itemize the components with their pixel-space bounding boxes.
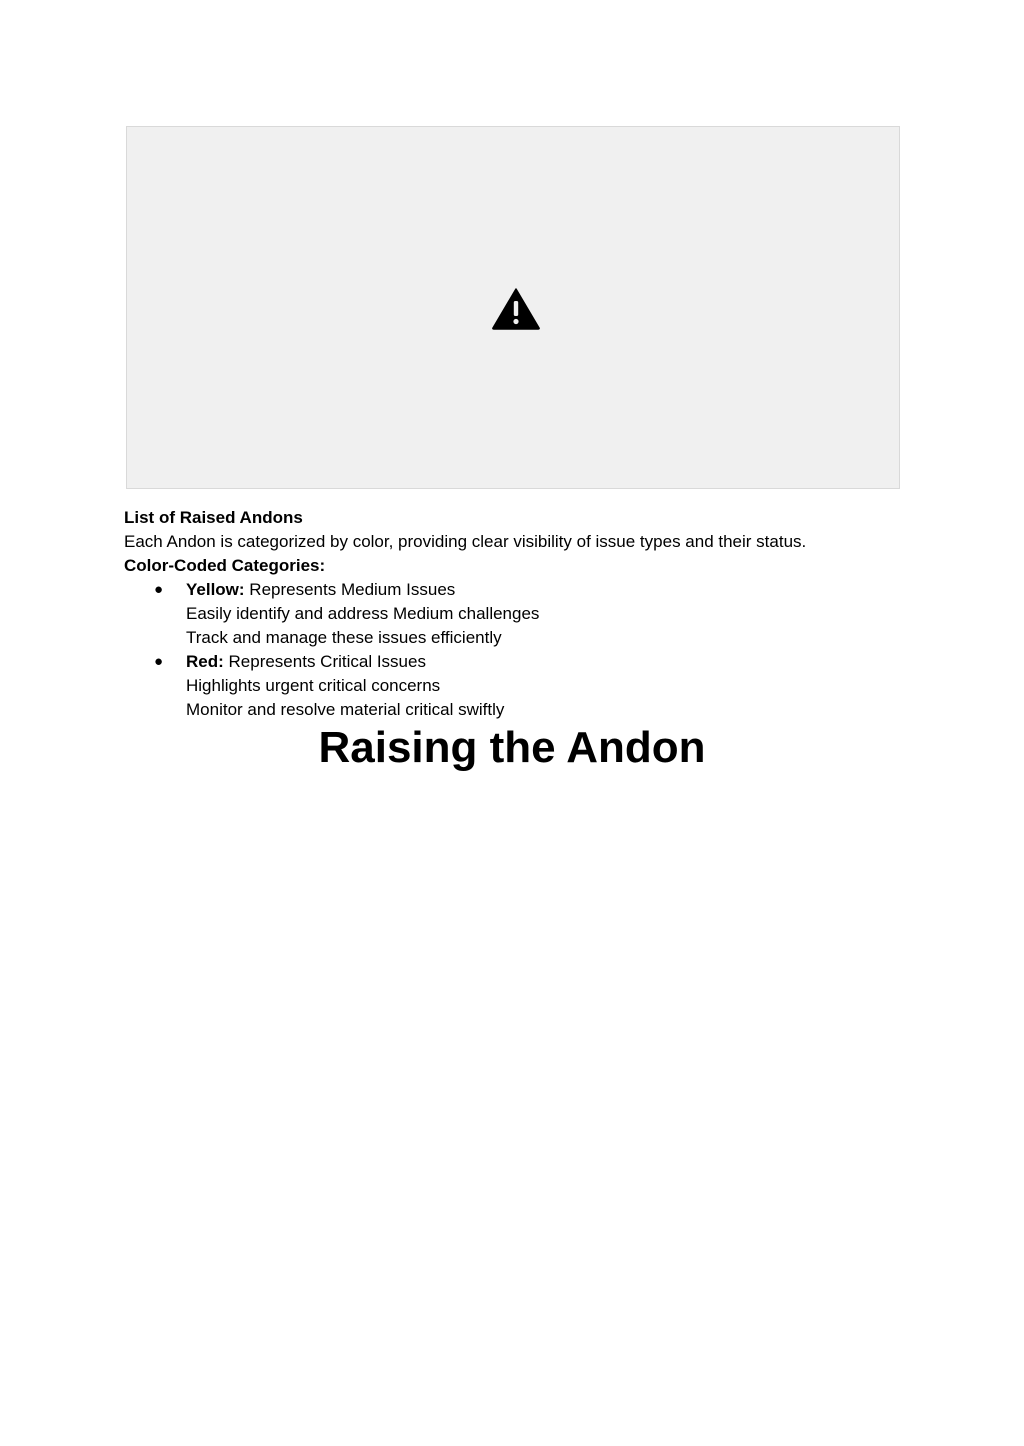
category-label: Red:	[186, 652, 224, 671]
category-label: Yellow:	[186, 580, 245, 599]
category-summary: Represents Critical Issues	[223, 652, 426, 671]
bullet-icon: ●	[154, 653, 164, 670]
category-detail: Highlights urgent critical concerns	[186, 676, 441, 695]
andon-list-section	[124, 506, 924, 722]
category-item-red	[124, 650, 924, 722]
category-item-yellow	[124, 578, 924, 650]
category-detail: Monitor and resolve material critical swiftly	[186, 700, 505, 719]
warning-icon	[492, 288, 540, 330]
category-summary: Represents Medium Issues	[244, 580, 456, 599]
category-detail: Easily identify and address Medium challenges	[186, 604, 540, 623]
section-title: List of Raised Andons	[124, 508, 303, 527]
image-placeholder	[126, 126, 900, 489]
category-detail: Track and manage these issues efficiently	[186, 628, 502, 647]
section-description: Each Andon is categorized by color, providing clear visibility of issue types and their status.	[124, 532, 807, 551]
page-heading: Raising the Andon	[318, 723, 706, 772]
categories-heading: Color-Coded Categories:	[124, 556, 326, 575]
bullet-icon: ●	[154, 581, 164, 598]
category-list	[124, 578, 924, 722]
